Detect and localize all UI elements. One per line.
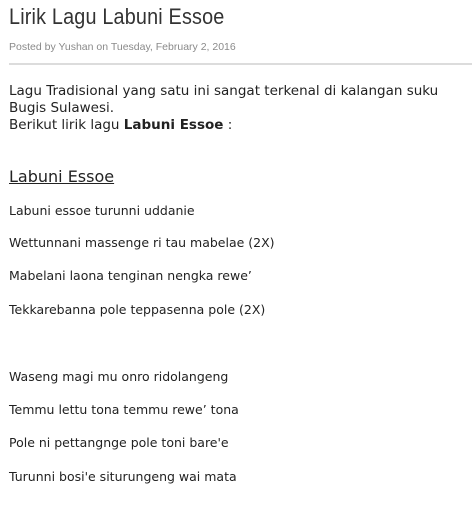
intro-prefix: Berikut lirik lagu bbox=[9, 117, 124, 133]
lyric-line: Mabelani laona tenginan nengka rewe’ bbox=[9, 268, 252, 283]
lyric-line: Labuni essoe turunni uddanie bbox=[9, 203, 195, 218]
author-link[interactable]: Yushan bbox=[58, 41, 94, 53]
lyric-line: Tekkarebanna pole teppasenna pole (2X) bbox=[9, 302, 266, 317]
post-meta bbox=[9, 41, 236, 53]
post-title[interactable]: Lirik Lagu Labuni Essoe bbox=[9, 4, 225, 29]
post-intro bbox=[9, 83, 461, 134]
lyric-line: Turunni bosi'e siturungeng wai mata bbox=[9, 469, 237, 484]
intro-line-song-ref bbox=[9, 117, 461, 134]
posted-by-label: Posted by bbox=[9, 41, 56, 53]
title-divider bbox=[9, 63, 472, 65]
song-heading: Labuni Essoe bbox=[9, 167, 115, 186]
intro-song-title: Labuni Essoe bbox=[123, 117, 224, 133]
lyric-line: Pole ni pettangnge pole toni bare'e bbox=[9, 435, 229, 450]
lyric-line: Wettunnani massenge ri tau mabelae (2X) bbox=[9, 235, 275, 250]
post-date: Tuesday, February 2, 2016 bbox=[110, 41, 236, 53]
on-label: on bbox=[96, 41, 109, 53]
intro-suffix: : bbox=[223, 117, 233, 133]
lyric-line: Temmu lettu tona temmu rewe’ tona bbox=[9, 402, 239, 417]
intro-line: Lagu Tradisional yang satu ini sangat terkenal di kalangan suku Bugis Sulawesi. bbox=[9, 83, 439, 116]
lyric-line: Waseng magi mu onro ridolangeng bbox=[9, 369, 229, 384]
